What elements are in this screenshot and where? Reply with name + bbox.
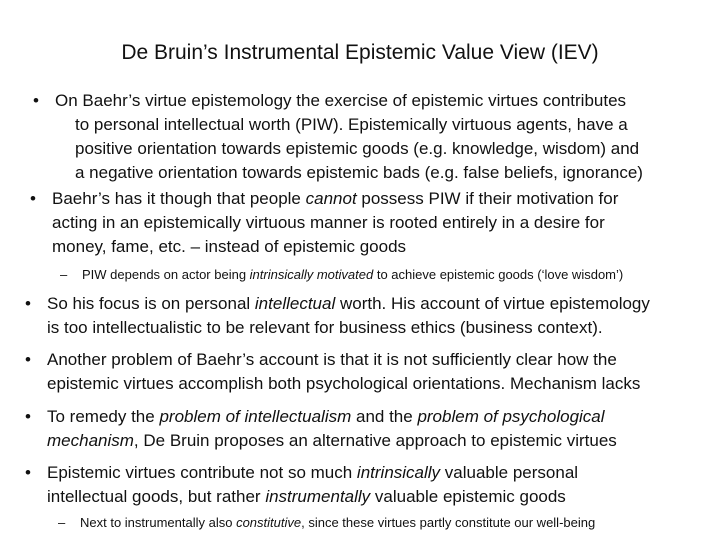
bullet-icon: • (25, 407, 31, 426)
bullet-item-motivation (30, 187, 619, 259)
bullet-icon: • (25, 294, 31, 313)
sub-bullet-line: PIW depends on actor being intrinsically motivated to achieve epistemic goods (‘love wisdom’) (82, 267, 624, 282)
bullet-item-mechanism (25, 348, 641, 396)
bullet-icon: • (25, 350, 31, 369)
bullet-line: Epistemic virtues contribute not so much intrinsically valuable personal (47, 463, 579, 482)
bullet-line: positive orientation towards epistemic goods (e.g. knowledge, wisdom) and (75, 139, 640, 158)
bullet-icon: • (30, 189, 36, 208)
dash-icon: – (58, 515, 66, 530)
bullet-line: On Baehr’s virtue epistemology the exercise of epistemic virtues contributes (55, 91, 627, 110)
bullet-line: intellectual goods, but rather instrumentally valuable epistemic goods (47, 487, 566, 506)
bullet-item-instrumental (25, 461, 579, 509)
bullet-item-piw (33, 89, 643, 185)
bullet-item-remedy (25, 405, 617, 453)
bullet-line: To remedy the problem of intellectualism and the problem of psychological (47, 407, 605, 426)
slide-title: De Bruin’s Instrumental Epistemic Value View (IEV) (121, 41, 599, 64)
bullet-line: epistemic virtues accomplish both psychological orientations. Mechanism lacks (47, 374, 641, 393)
bullet-icon: • (25, 463, 31, 482)
bullet-icon: • (33, 91, 39, 110)
bullet-item-intellectual-worth (25, 292, 650, 340)
bullet-line: is too intellectualistic to be relevant for business ethics (business context). (47, 318, 603, 337)
bullet-line: mechanism, De Bruin proposes an alternative approach to epistemic virtues (47, 431, 617, 450)
bullet-line: acting in an epistemically virtuous manner is rooted entirely in a desire for (52, 213, 605, 232)
bullet-line: a negative orientation towards epistemic bads (e.g. false beliefs, ignorance) (75, 163, 643, 182)
dash-icon: – (60, 267, 68, 282)
bullet-line: to personal intellectual worth (PIW). Epistemically virtuous agents, have a (75, 115, 628, 134)
bullet-line: So his focus is on personal intellectual worth. His account of virtue epistemology (47, 294, 650, 313)
bullet-line: Baehr’s has it though that people cannot possess PIW if their motivation for (52, 189, 619, 208)
bullet-line: Another problem of Baehr’s account is that it is not sufficiently clear how the (47, 350, 617, 369)
sub-bullet-intrinsic (60, 266, 624, 284)
sub-bullet-constitutive (58, 514, 596, 532)
bullet-line: money, fame, etc. – instead of epistemic goods (52, 237, 407, 256)
sub-bullet-line: Next to instrumentally also constitutive, since these virtues partly constitute our well-being (80, 515, 596, 530)
